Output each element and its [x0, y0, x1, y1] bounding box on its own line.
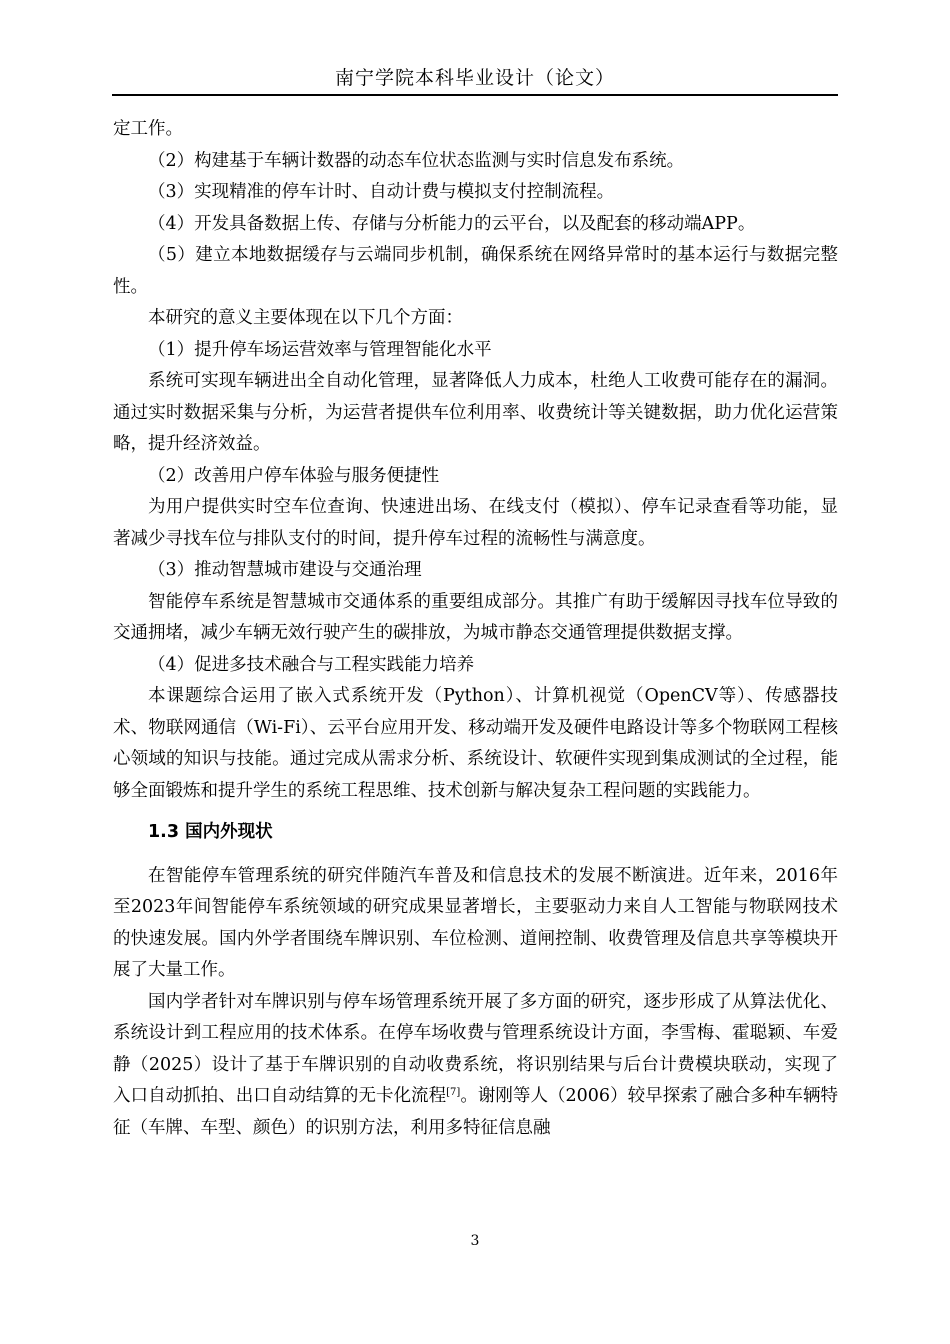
paragraph: 系统可实现车辆进出全自动化管理，显著降低人力成本，杜绝人工收费可能存在的漏洞。通过实时数据采集与分析，为运营者提供车位利用率、收费统计等关键数据，助力优化运营策略，提升经济效益。: [113, 371, 838, 454]
paragraph: 智能停车系统是智慧城市交通体系的重要组成部分。其推广有助于缓解因寻找车位导致的交通拥堵，减少车辆无效行驶产生的碳排放，为城市静态交通管理提供数据支撑。: [113, 591, 838, 643]
list-item: （5）建立本地数据缓存与云端同步机制，确保系统在网络异常时的基本运行与数据完整性。: [113, 245, 838, 297]
paragraph-text: 国内学者针对车牌识别与停车场管理系统开展了多方面的研究，逐步形成了从算法优化、系统设计到工程应用的技术体系。在停车场收费与管理系统设计方面，李雪梅、霍聪颖、车爱静（2025）设计了基于车牌识别的自动收费系统，将识别结果与后台计费模块联动，实现了入口自动抓拍、出口自动结算的无卡化流程: [113, 991, 838, 1106]
paragraph: 为用户提供实时空车位查询、快速进出场、在线支付（模拟）、停车记录查看等功能，显著减少寻找车位与排队支付的时间，提升停车过程的流畅性与满意度。: [113, 497, 838, 549]
list-item: （2）改善用户停车体验与服务便捷性: [148, 465, 440, 486]
header-divider: [112, 94, 838, 96]
paragraph: [113, 987, 838, 1145]
list-item: （3）推动智慧城市建设与交通治理: [148, 560, 422, 580]
paragraph: 定工作。: [113, 119, 183, 139]
section-heading: 1.3 国内外现状: [148, 822, 273, 842]
list-item: （1）提升停车场运营效率与管理智能化水平: [148, 339, 492, 360]
list-item: （3）实现精准的停车计时、自动计费与模拟支付控制流程。: [148, 182, 615, 202]
list-item: （2）构建基于车辆计数器的动态车位状态监测与实时信息发布系统。: [148, 150, 685, 171]
paragraph: 本课题综合运用了嵌入式系统开发（Python）、计算机视觉（OpenCV等）、传感器技术、物联网通信（Wi-Fi）、云平台应用开发、移动端开发及硬件电路设计等多个物联网工程核心领域的知识与技能。通过完成从需求分析、系统设计、软硬件实现到集成测试的全过程，能够全面锻炼和提升学生的系统工程思维、技术创新与解决复杂工程问题的实践能力。: [113, 686, 838, 801]
page-number: 3: [470, 1233, 480, 1249]
list-item: （4）开发具备数据上传、存储与分析能力的云平台，以及配套的移动端APP。: [148, 213, 756, 234]
paragraph-text-tail: 。谢刚等人（2006）较早探索了融合多种车辆特征（车牌、车型、颜色）的识别方法，利用多特征信息融: [113, 1086, 838, 1138]
paragraph: 本研究的意义主要体现在以下几个方面：: [148, 308, 463, 328]
list-item: （4）促进多技术融合与工程实践能力培养: [148, 654, 475, 675]
page-header-title: 南宁学院本科毕业设计（论文）: [334, 67, 615, 89]
citation-reference[interactable]: [7]: [446, 1087, 461, 1098]
paragraph: 在智能停车管理系统的研究伴随汽车普及和信息技术的发展不断演进。近年来，2016年至2023年间智能停车系统领域的研究成果显著增长，主要驱动力来自人工智能与物联网技术的快速发展。国内外学者围绕车牌识别、车位检测、道闸控制、收费管理及信息共享等模块开展了大量工作。: [113, 865, 838, 980]
document-body: [113, 114, 838, 1144]
